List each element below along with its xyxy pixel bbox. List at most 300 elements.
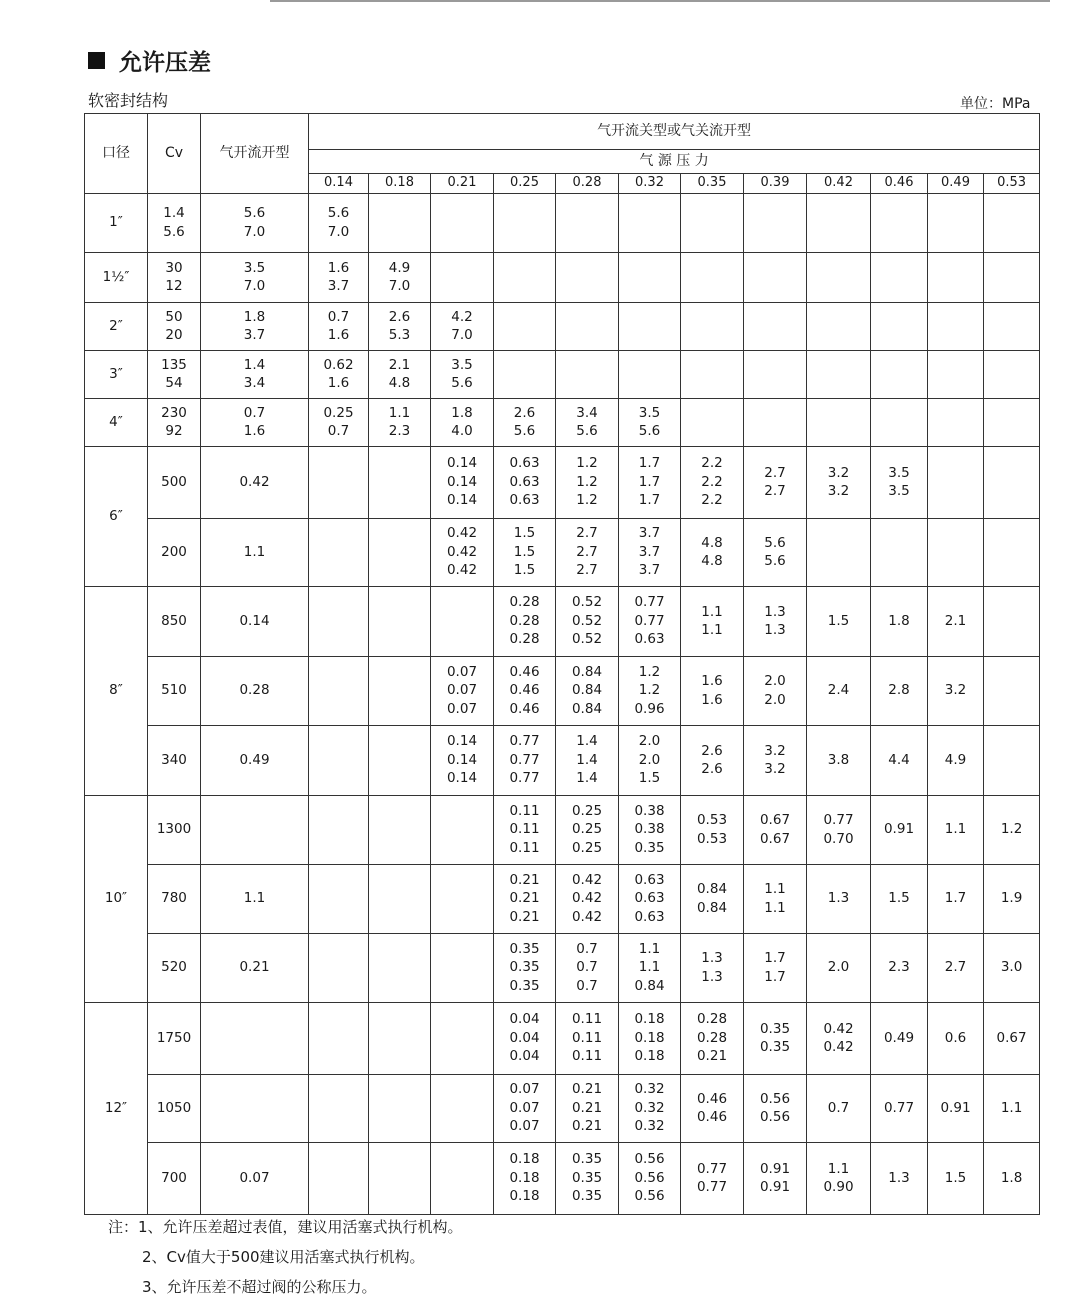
cell-value: 5.6 [327,205,350,221]
cell-value: 0.14 [446,751,478,768]
cell-value: 3.2 [764,742,786,759]
cell-value: 4.9 [944,751,967,768]
pressure-cell [928,586,984,656]
open-type-cell [201,586,309,656]
cell-value: 0.32 [634,1099,665,1116]
cell-value: 3.5 [888,483,910,499]
open-type-cell [201,656,309,725]
cell-value: 0.35 [509,959,540,976]
cell-value: 0.21 [509,908,540,925]
cell-value: 4.8 [388,375,411,391]
cell-value: 0.18 [634,1048,665,1065]
top-rule [270,0,1050,2]
cell-value: 850 [161,612,187,629]
table-row [85,725,1040,795]
cell-value: 340 [161,751,187,768]
pressure-cell [431,446,494,518]
cell-value: 510 [161,682,187,699]
cell-value: 0.35 [759,1020,791,1037]
cell-value: 54 [165,375,183,391]
pressure-cell [681,398,744,446]
cell-value: 1.3 [888,1169,910,1186]
pressure-cell [871,252,928,302]
pressure-header: 0.14 [309,174,369,194]
cell-value: 0.77 [634,612,665,629]
pressure-cell [807,795,871,864]
cell-value: 0.67 [996,1029,1027,1046]
cell-value: 0.18 [634,1011,665,1028]
cell-value: 1.2 [638,663,661,680]
cell-value: 0.25 [571,821,603,838]
cell-value: 2.1 [944,612,967,629]
cell-value: 0.14 [446,492,478,509]
cell-value: 1.5 [944,1169,967,1186]
pressure-cell [309,864,369,933]
cell-value: 0.53 [696,830,728,847]
pressure-cell [681,518,744,586]
cell-value: 1.6 [243,423,266,439]
cell-value: 5.6 [163,223,185,240]
pressure-cell [984,586,1040,656]
cell-value: 1.3 [827,890,850,907]
cell-value: 2.6 [701,761,723,777]
pressure-cell [309,252,369,302]
cell-value: 0.77 [509,751,540,768]
cell-value: 0.38 [634,802,665,819]
cell-value: 0.56 [634,1188,665,1205]
cell-value: 0.25 [323,404,354,421]
cell-value: 3.5 [888,464,910,481]
cell-value: 2.3 [888,959,910,976]
cell-value: 1.5 [827,612,850,629]
pressure-cell [431,252,494,302]
cell-value: 1.6 [327,375,350,391]
cell-value: 0.46 [509,663,540,680]
cell-value: 2.7 [764,464,786,481]
cell-value: 0.91 [759,1179,791,1195]
cell-value: 1.4 [576,733,598,750]
pressure-cell [928,1074,984,1142]
cell-value: 0.11 [509,802,540,819]
pressure-cell [369,446,431,518]
table-row [85,350,1040,398]
pressure-cell [369,1002,431,1074]
cell-value: 0.56 [634,1169,665,1186]
pressure-cell [928,350,984,398]
cell-value: 0.28 [239,682,270,699]
cell-value: 0.62 [323,356,354,373]
cell-value: 2.0 [638,751,661,768]
cell-value: 4.9 [388,259,411,276]
pressure-cell [619,350,681,398]
pressure-cell [369,1074,431,1142]
pressure-cell [369,864,431,933]
cell-value: 1.5 [638,770,661,787]
cell-value: 3.7 [638,525,661,542]
pressure-cell [871,398,928,446]
pressure-cell [984,795,1040,864]
pressure-cell [928,656,984,725]
cell-value: 1.1 [243,543,266,560]
cell-value: 0.35 [571,1169,603,1186]
cell-value: 0.14 [446,770,478,787]
pressure-header: 0.18 [369,174,431,194]
cell-value: 230 [161,404,187,421]
cell-value: 0.42 [239,473,270,490]
cell-value: 0.14 [446,733,478,750]
pressure-cell [744,725,807,795]
cell-value: 1.1 [243,890,266,907]
cell-value: 30 [165,259,183,276]
cell-value: 0.28 [509,631,540,648]
cell-value: 3.7 [638,543,661,560]
pressure-cell [494,864,556,933]
cell-value: 0.07 [509,1118,540,1135]
cell-value: 3.2 [944,682,967,699]
pressure-cell [431,864,494,933]
pressure-cell [807,518,871,586]
cell-value: 1.8 [243,308,266,325]
pressure-cell [744,933,807,1002]
pressure-cell [309,446,369,518]
pressure-header: 0.21 [431,174,494,194]
cell-value: 0.11 [571,1029,603,1046]
cell-value: 135 [161,356,187,373]
pressure-header: 0.32 [619,174,681,194]
pressure-cell [369,302,431,350]
cell-value: 0.46 [696,1109,728,1125]
cell-value: 0.46 [696,1090,728,1107]
section-heading [88,44,211,77]
pressure-cell [619,656,681,725]
cell-value: 0.77 [634,594,665,611]
cell-value: 0.67 [759,812,791,828]
pressure-cell [556,252,619,302]
cv-cell [148,302,201,350]
cell-value: 0.07 [446,682,478,699]
pressure-cell [744,302,807,350]
cell-value: 0.28 [696,1029,728,1046]
note-line-1 [108,1212,463,1242]
pressure-cell [928,193,984,252]
pressure-cell [744,398,807,446]
cell-value: 2.7 [576,543,598,560]
pressure-cell [556,350,619,398]
pressure-cell [556,1074,619,1142]
cell-value: 0.11 [509,821,540,838]
pressure-cell [928,795,984,864]
table-row [85,302,1040,350]
pressure-cell [431,795,494,864]
pressure-cell [309,725,369,795]
cell-value: 5.6 [764,553,786,569]
cell-value: 0.42 [571,890,603,907]
header-size: 口径 [85,114,148,194]
table-body [85,114,1040,1215]
cell-value: 7.0 [243,278,266,294]
cell-value: 1.4 [163,205,185,221]
pressure-cell [369,398,431,446]
cell-value: 2.7 [944,959,967,976]
pressure-cell [744,350,807,398]
pressure-cell [309,398,369,446]
pressure-cell [494,252,556,302]
cell-value: 0.32 [634,1118,665,1135]
size-cell: 1½″ [85,252,148,302]
pressure-cell [871,725,928,795]
cell-value: 0.84 [696,899,728,916]
pressure-cell [871,1002,928,1074]
cell-value: 0.49 [883,1029,915,1046]
pressure-cell [871,795,928,864]
cell-value: 0.63 [634,631,665,648]
size-cell: 12″ [85,1002,148,1214]
pressure-cell [681,795,744,864]
cell-value: 12 [165,278,183,294]
pressure-cell [619,1142,681,1214]
cell-value: 0.7 [827,1099,850,1116]
pressure-cell [494,1002,556,1074]
cv-cell [148,656,201,725]
cell-value: 1.3 [764,622,786,638]
pressure-cell [984,446,1040,518]
cell-value: 0.35 [509,940,540,957]
cell-value: 0.52 [571,594,603,611]
pressure-cell [681,350,744,398]
pressure-cell [494,350,556,398]
cell-value: 1.4 [576,770,598,787]
cell-value: 0.04 [509,1011,540,1028]
open-type-cell [201,864,309,933]
pressure-cell [681,933,744,1002]
pressure-cell [928,725,984,795]
pressure-cell [984,252,1040,302]
cell-value: 3.8 [827,751,850,768]
pressure-cell [309,518,369,586]
cell-value: 1.8 [1000,1169,1023,1186]
cell-value: 0.7 [327,423,350,439]
cv-cell [148,446,201,518]
cell-value: 0.46 [509,682,540,699]
pressure-cell [744,518,807,586]
cell-value: 1.5 [513,543,536,560]
cell-value: 1.6 [327,327,350,343]
pressure-cell [984,1142,1040,1214]
pressure-cell [928,302,984,350]
pressure-cell [494,518,556,586]
cell-value: 0.21 [571,1099,603,1116]
pressure-cell [744,864,807,933]
cell-value: 0.35 [759,1039,791,1055]
cell-value: 4.8 [701,534,723,551]
cell-value: 0.21 [696,1048,728,1065]
cell-value: 0.53 [696,812,728,828]
cell-value: 700 [161,1169,187,1186]
cell-value: 1.2 [576,473,598,490]
cell-value: 0.07 [509,1081,540,1098]
cell-value: 0.07 [446,663,478,680]
pressure-cell [494,586,556,656]
pressure-cell [369,518,431,586]
pressure-cell [556,795,619,864]
cv-cell [148,586,201,656]
pressure-cell [984,193,1040,252]
cell-value: 1.8 [888,612,910,629]
pressure-cell [681,656,744,725]
pressure-cell [619,252,681,302]
pressure-cell [619,1002,681,1074]
pressure-cell [494,933,556,1002]
notes-prefix: 注： [108,1218,139,1236]
table-row [85,446,1040,518]
pressure-cell [871,350,928,398]
pressure-cell [309,1002,369,1074]
open-type-cell [201,446,309,518]
pressure-cell [431,1074,494,1142]
cell-value: 0.52 [571,612,603,629]
pressure-cell [556,656,619,725]
cell-value: 0.56 [759,1109,791,1125]
pressure-cell [309,1142,369,1214]
cv-cell [148,1074,201,1142]
table-row [85,864,1040,933]
cell-value: 0.7 [576,959,598,976]
cell-value: 0.63 [634,871,665,888]
cell-value: 0.21 [571,1118,603,1135]
cell-value: 0.21 [571,1081,603,1098]
cell-value: 0.91 [883,821,915,838]
cell-value: 1.1 [827,1160,850,1177]
cell-value: 0.32 [634,1081,665,1098]
table-row [85,1002,1040,1074]
cell-value: 4.0 [451,423,473,439]
table-row [85,193,1040,252]
pressure-cell [369,586,431,656]
table-row [85,398,1040,446]
cell-value: 4.2 [451,308,473,325]
pressure-cell [807,398,871,446]
size-cell: 6″ [85,446,148,586]
cell-value: 0.07 [509,1099,540,1116]
pressure-cell [928,518,984,586]
cv-cell [148,1002,201,1074]
cell-value: 3.0 [1000,959,1023,976]
cell-value: 3.7 [243,327,266,343]
header-subgroup: 气 源 压 力 [309,150,1040,174]
size-cell: 1″ [85,193,148,252]
open-type-cell [201,1142,309,1214]
cell-value: 0.7 [327,308,350,325]
cell-value: 0.91 [759,1160,791,1177]
pressure-cell [494,1142,556,1214]
open-type-cell [201,1002,309,1074]
cell-value: 0.96 [634,700,665,717]
pressure-cell [369,1142,431,1214]
cell-value: 2.0 [764,691,786,708]
pressure-cell [309,795,369,864]
pressure-cell [984,933,1040,1002]
pressure-cell [681,446,744,518]
cell-value: 0.18 [509,1188,540,1205]
pressure-cell [681,1142,744,1214]
pressure-cell [807,656,871,725]
pressure-cell [556,933,619,1002]
open-type-cell [201,518,309,586]
pressure-cell [928,864,984,933]
header-group: 气开流关型或气关流开型 [309,114,1040,150]
cell-value: 0.63 [509,492,540,509]
pressure-cell [871,656,928,725]
table-row [85,518,1040,586]
cell-value: 0.07 [446,700,478,717]
cell-value: 3.2 [827,464,850,481]
cell-value: 1.6 [701,691,723,708]
pressure-cell [556,1142,619,1214]
pressure-cell [309,1074,369,1142]
pressure-cell [431,518,494,586]
cv-cell [148,518,201,586]
cell-value: 0.42 [446,543,478,560]
cell-value: 50 [165,308,183,325]
pressure-cell [807,1002,871,1074]
cell-value: 0.21 [509,890,540,907]
cell-value: 1.5 [513,525,536,542]
cell-value: 1.7 [764,968,786,985]
pressure-cell [556,193,619,252]
cell-value: 0.77 [509,733,540,750]
cell-value: 20 [165,327,183,343]
cell-value: 0.77 [883,1099,915,1116]
pressure-cell [984,302,1040,350]
cell-value: 2.8 [888,682,910,699]
pressure-cell [619,586,681,656]
cell-value: 1.1 [701,603,723,620]
cell-value: 0.04 [509,1029,540,1046]
cell-value: 0.91 [940,1099,971,1116]
pressure-header: 0.39 [744,174,807,194]
cell-value: 3.5 [243,259,266,276]
pressure-cell [431,398,494,446]
note-line-2 [108,1242,463,1272]
pressure-cell [928,398,984,446]
cell-value: 2.6 [701,742,723,759]
cell-value: 5.3 [388,327,411,343]
pressure-cell [871,1142,928,1214]
pressure-cell [556,864,619,933]
pressure-cell [309,193,369,252]
cell-value: 0.63 [634,908,665,925]
pressure-cell [369,252,431,302]
pressure-cell [984,398,1040,446]
cell-value: 0.63 [509,455,540,472]
pressure-cell [871,1074,928,1142]
cell-value: 0.7 [576,977,598,994]
cv-cell [148,350,201,398]
pressure-cell [619,1074,681,1142]
pressure-cell [871,518,928,586]
open-type-cell [201,1074,309,1142]
pressure-cell [871,933,928,1002]
cell-value: 3.5 [451,356,473,373]
pressure-cell [984,656,1040,725]
pressure-cell [431,933,494,1002]
pressure-cell [744,1142,807,1214]
pressure-cell [681,302,744,350]
cell-value: 4.8 [701,553,723,569]
pressure-cell [494,398,556,446]
cell-value: 0.18 [634,1029,665,1046]
pressure-cell [619,398,681,446]
